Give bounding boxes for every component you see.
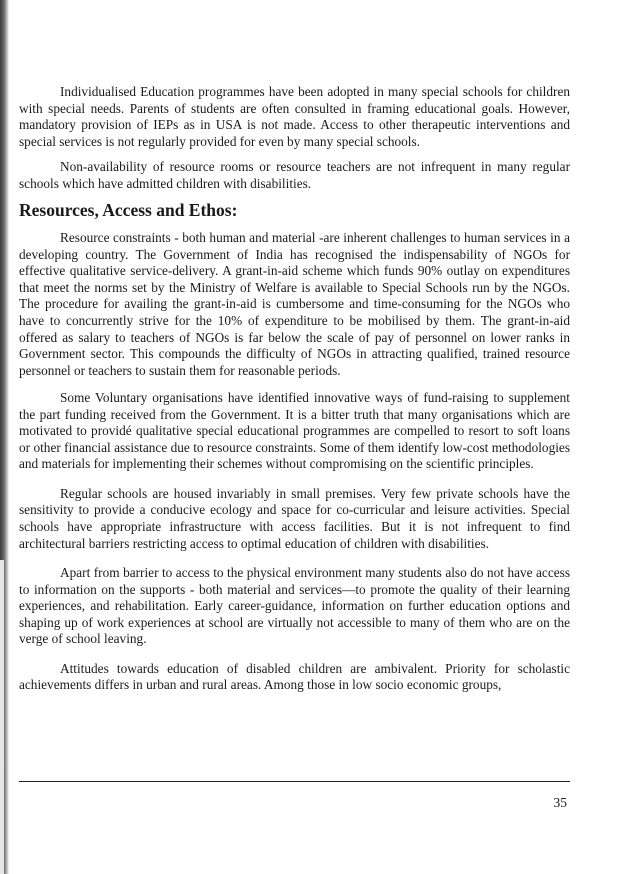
footer-rule (19, 781, 570, 782)
scan-margin-shade (0, 560, 4, 874)
paragraph-iep: Individualised Education programmes have been adopted in many special schools for children with special needs. Parents of students are often consulted in framing educational goals. However, mandatory provision of IEPs as in USA is not made. Access to other therapeutic interventions and special services is not regularly provided for even by many special schools. (19, 84, 570, 149)
paragraph-voluntary-organisations: Some Voluntary organisations have identified innovative ways of fund-raising to supplement the part funding received from the Government. It is a bitter truth that many organisations which are motivated to providé qualitative special educational programmes are compelled to resort to soft loans or other financial assistance due to resource constraints. Some of them identify low-cost methodologies and materials for implementing their schemes without compromising on the scientific principles. (19, 390, 570, 472)
paragraph-regular-schools: Regular schools are housed invariably in small premises. Very few private schools have the sensitivity to provide a conducive ecology and space for co-curricular and leisure activities. Special schools have appropriate infrastructure with access facilities. But it is not infrequent to find architectural barriers restricting access to optimal education of children with disabilities. (19, 485, 570, 551)
section-heading: Resources, Access and Ethos: (19, 200, 238, 221)
paragraph-resource-rooms: Non-availability of resource rooms or resource teachers are not infrequent in many regular schools which have admitted children with disabilities. (19, 159, 570, 191)
page-body (19, 84, 570, 694)
page-number: 35 (553, 795, 567, 810)
paragraph-attitudes: Attitudes towards education of disabled children are ambivalent. Priority for scholastic achievements differs in urban and rural areas. Among those in low socio economic groups, (19, 660, 570, 693)
paragraph-access-information: Apart from barrier to access to the physical environment many students also do not have access to information on the supports - both material and services—to promote the quality of their learning experiences, and rehabilitation. Early career-guidance, information on further education options and shaping up of work experiences at school are virtually not accessible to many of them who are on the verge of school leaving. (19, 565, 570, 647)
paragraph-resource-constraints: Resource constraints - both human and material -are inherent challenges to human services in a developing country. The Government of India has recognised the indispensability of NGOs for effective qualitative service-delivery. A grant-in-aid scheme which funds 90% outlay on expenditures that meet the norms set by the Ministry of Welfare is available to Special Schools run by the NGOs. The procedure for availing the grant-in-aid is cumbersome and time-consuming for the NGOs who have to concurrently strive for the 10% of expenditure to be mobilised by them. The grant-in-aid offered as salary to teachers of NGOs is far below the scale of pay of personnel on lower ranks in Government sector. This compounds the difficulty of NGOs in attracting qualified, trained resource personnel or teachers to sustain them for reasonable periods. (19, 230, 570, 378)
